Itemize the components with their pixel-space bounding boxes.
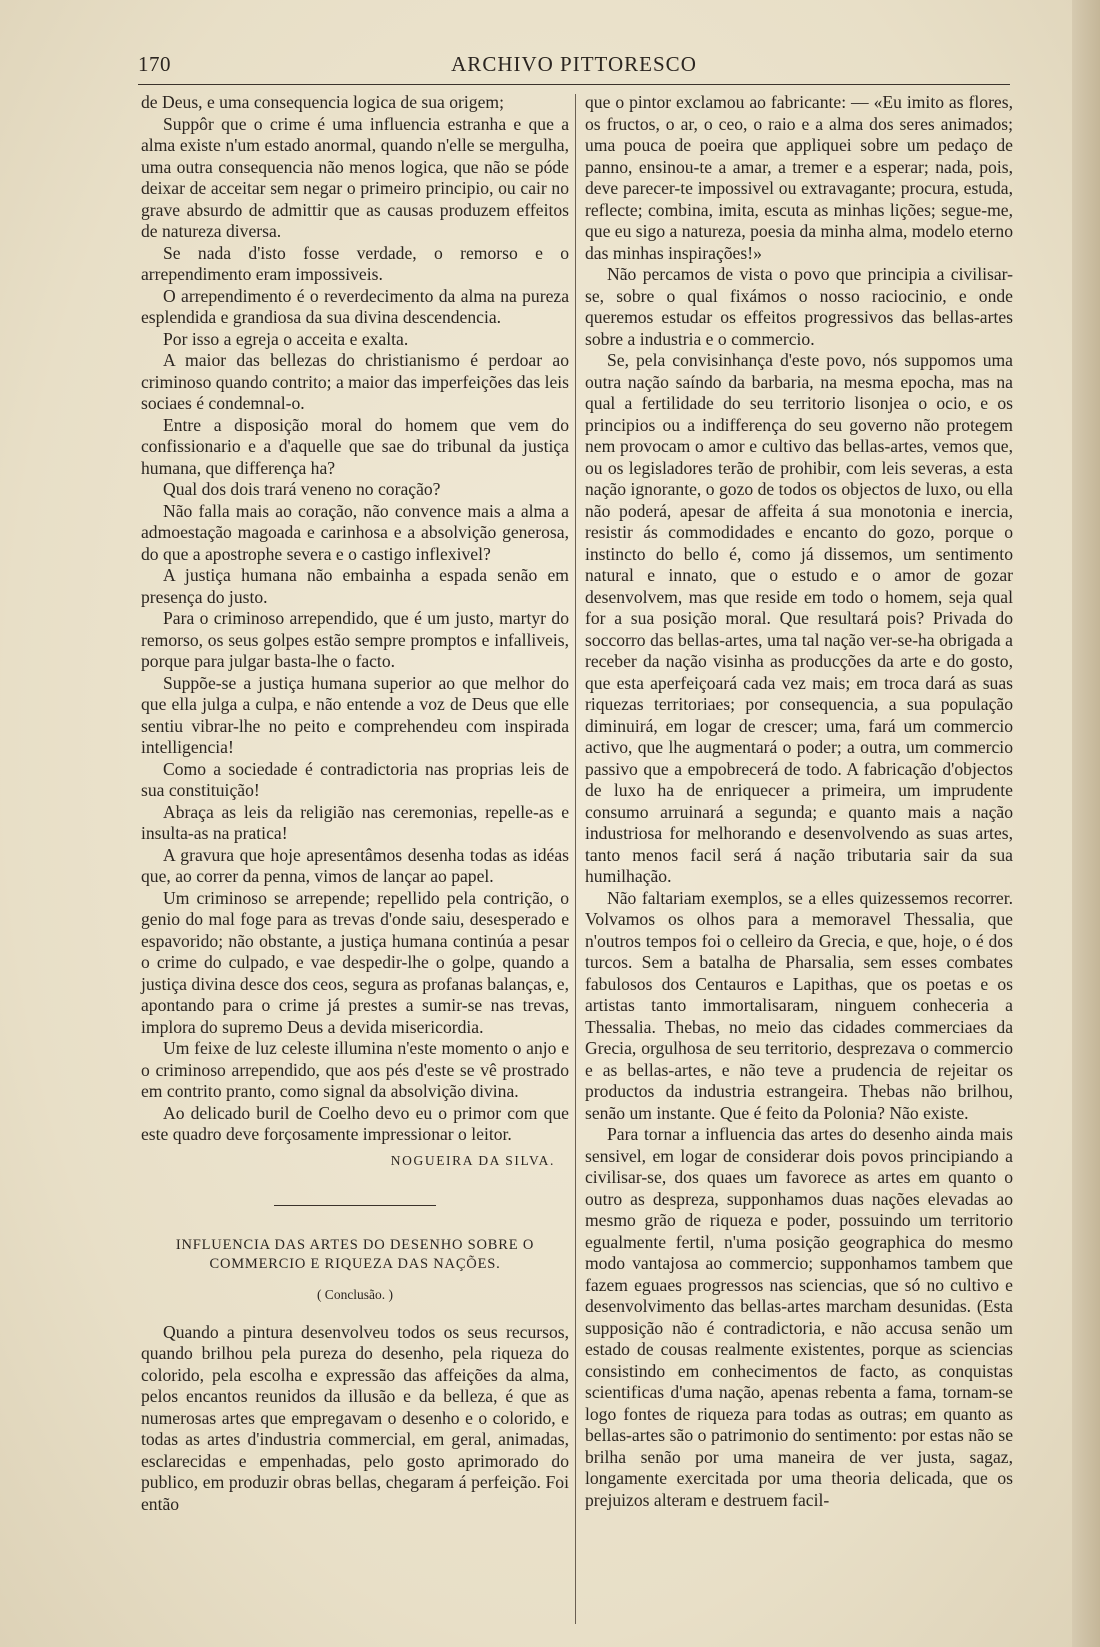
paragraph: Ao delicado buril de Coelho devo eu o primor com que este quadro deve forçosamente impressionar o leitor.	[141, 1102, 569, 1144]
paragraph: Para o criminoso arrependido, que é um justo, martyr do remorso, os seus golpes estão sempre promptos e infalliveis, porque para julgar basta-lhe o facto.	[141, 608, 569, 671]
paragraph: Um feixe de luz celeste illumina n'este momento o anjo e o criminoso arrependido, que aos pés d'este se vê prostrado em contrito pranto, como signal da absolvição divina.	[141, 1038, 569, 1101]
left-column	[141, 92, 569, 1515]
paragraph: Não faltariam exemplos, se a elles quizessemos recorrer. Volvamos os olhos para a memoravel Thessalia, que n'outros tempos foi o celleiro da Grecia, e que, hoje, o é dos turcos. Sem a batalha de Pharsalia, sem esses combates fabulosos dos Centauros e Lapithas, que os poetas e os artistas tanto immortalisaram, ninguem conheceria a Thessalia. Thebas, no meio das cidades commerciaes da Grecia, orgulhosa de seu territorio, desprezava o commercio e as bellas-artes, e não teve a prudencia de rejeitar os productos da industria estrangeira. Thebas não brilhou, senão um instante. Que é feito da Polonia? Não existe.	[585, 887, 1013, 1123]
paragraph: Qual dos dois trará veneno no coração?	[163, 479, 441, 499]
section-divider	[274, 1205, 436, 1206]
page-number: 170	[138, 52, 171, 76]
paragraph: de Deus, e uma consequencia logica de sua origem;	[141, 92, 504, 112]
paragraph: O arrependimento é o reverdecimento da alma na pureza esplendida e grandiosa da sua divina descendencia.	[141, 285, 569, 327]
paragraph: A maior das bellezas do christianismo é perdoar ao criminoso quando contrito; a maior das imperfeições das leis sociaes é condemnal-o.	[141, 350, 569, 413]
author-signature: NOGUEIRA DA SILVA.	[390, 1152, 555, 1168]
paragraph: Suppôr que o crime é uma influencia estranha e que a alma existe n'um estado anormal, quando n'elle se mergulha, uma outra consequencia não menos logica, que não se póde deixar de acceitar sem negar o primeiro principio, ou cair no grave absurdo de admittir que as causas produzem effeitos de natureza diversa.	[141, 113, 569, 241]
paragraph: Como a sociedade é contradictoria nas proprias leis de sua constituição!	[141, 758, 569, 800]
paragraph: Não percamos de vista o povo que principia a civilisar-se, sobre o qual fixámos o nosso raciocinio, e onde queremos estudar os effeitos progressivos das bellas-artes sobre a industria e o commercio.	[585, 264, 1013, 349]
section-title: INFLUENCIA DAS ARTES DO DESENHO SOBRE O COMMERCIO E RIQUEZA DAS NAÇÕES.	[175, 1237, 535, 1272]
paragraph: Suppõe-se a justiça humana superior ao que melhor do que ella julga a culpa, e não entende a voz de Deus que elle sentiu vibrar-lhe no peito e comprehendeu com inspirada intelligencia!	[141, 672, 569, 757]
paragraph: Entre a disposição moral do homem que vem do confissionario e a d'aquelle que sae do tribunal da justiça humana, que differença ha?	[141, 414, 569, 478]
paragraph: Quando a pintura desenvolveu todos os seus recursos, quando brilhou pela pureza do desenho, pela riqueza do colorido, pela escolha e expressão das affeições da alma, pelos encantos reunidos da illusão e da belleza, é que as numerosas artes que empregavam o desenho e o colorido, e todas as artes d'industria commercial, em geral, animadas, esclarecidas e empenhadas, pelo gosto aprimorado do publico, em produzir obras bellas, chegaram á perfeição. Foi então	[141, 1321, 569, 1514]
paragraph: Para tornar a influencia das artes do desenho ainda mais sensivel, em logar de considerar dois povos principiando a civilisar-se, dos quaes um favorece as artes em quanto o outro as despreza, supponhamos duas nações elevadas ao mesmo grão de riqueza e poder, possuindo um territorio egualmente fertil, n'uma posição geographica do mesmo modo vantajosa ao commercio; supponhamos tambem que fazem eguaes progressos nas sciencias, que só no cultivo e desenvolvimento das bellas-artes marcham desunidas. (Esta supposição não é contradictoria, e não accusa senão um estado de cousas realmente existentes, porque as sciencias consistindo em conhecimentos de facto, as conquistas scientificas d'uma nação, apenas rebenta a fama, tornam-se logo fontes de riqueza para todas as outras; em quanto as bellas-artes são o patrimonio do sentimento: por estas não se brilha senão por uma maneira de ver justa, sagaz, longamente exercitada por uma theoria delicada, que os prejuizos alteram e destruem facil-	[585, 1124, 1013, 1510]
paragraph: Abraça as leis da religião nas ceremonias, repelle-as e insulta-as na pratica!	[141, 801, 569, 843]
right-column	[585, 92, 1013, 1511]
paragraph: Se nada d'isto fosse verdade, o remorso e o arrependimento eram impossiveis.	[141, 242, 569, 284]
paragraph: Por isso a egreja o acceita e exalta.	[163, 328, 409, 349]
section-note: ( Conclusão. )	[316, 1287, 394, 1302]
running-title: ARCHIVO PITTORESCO	[451, 52, 697, 76]
paragraph: Um criminoso se arrepende; repellido pela contrição, o genio do mal foge para as trevas d'onde saiu, desesperado e espavorido; não obstante, a justiça humana continúa a pesar o crime do culpado, e vae despedir-lhe o golpe, quando a justiça divina desce dos ceos, segura as profanas balanças, e, apontando para o crime já prestes a sumir-se nas trevas, implora do supremo Deus a devida misericordia.	[141, 887, 569, 1037]
column-divider	[575, 94, 576, 1624]
paragraph: que o pintor exclamou ao fabricante: — «Eu imito as flores, os fructos, o ar, o ceo, o raio e a alma dos seres animados; uma pouca de poeira que appliquei sobre um pedaço de panno, ensinou-te a amar, a tremer e a esperar; nada, pois, deve parecer-te impossivel ou extravagante; procura, estuda, reflecte; combina, imita, escuta as minhas lições; segue-me, que eu sigo a natureza, poesia da minha alma, modelo eterno das minhas inspirações!»	[585, 92, 1013, 263]
paragraph: A justiça humana não embainha a espada senão em presença do justo.	[141, 565, 569, 607]
paragraph: Se, pela convisinhança d'este povo, nós suppomos uma outra nação saíndo da barbaria, na mesma epocha, mas na qual a fertilidade do seu territorio lisonjea o ocio, e os principios ou a indifferença do seu governo não protegem nem provocam o amor e cultivo das bellas-artes, vemos que, ou os legisladores terão de prohibir, com leis severas, a esta nação ignorante, o gozo de todos os objectos de luxo, ou ella não poderá, apesar de affeita á sua monotonia e inercia, resistir ás commodidades e encanto do gozo, porque o instincto do bello é, como já dissemos, um sentimento natural e innato, que o estudo e o amor de gozar desenvolvem, mas que reside em todo o homem, seja qual for a sua posição moral. Que resultará pois? Privada do soccorro das bellas-artes, uma tal nação ver-se-ha obrigada a receber da nação visinha as producções da arte e do gosto, que esta aperfeiçoará cada vez mais; em troca dará as suas riquezas territoriaes; por consequencia, a sua população diminuirá, em logar de crescer; uma, fará um commercio activo, que lhe augmentará o poder; a outra, um commercio passivo que a empobrecerá de todo. A fabricação d'objectos de luxo ha de enriquecer a primeira, um imprudente consumo arruinará a segunda; e quanto mais a nação industriosa for melhorando e desenvolvendo as suas artes, tanto menos facil será á nação tributaria sair da sua humilhação.	[585, 350, 1013, 886]
paragraph: A gravura que hoje apresentâmos desenha todas as idéas que, ao correr da penna, vimos de lançar ao papel.	[141, 844, 569, 886]
page-header	[138, 50, 1010, 85]
page-edge	[1072, 0, 1100, 1647]
paragraph: Não falla mais ao coração, não convence mais a alma a admoestação magoada e carinhosa e a absolvição generosa, do que a apostrophe severa e o castigo inflexivel?	[141, 500, 569, 564]
